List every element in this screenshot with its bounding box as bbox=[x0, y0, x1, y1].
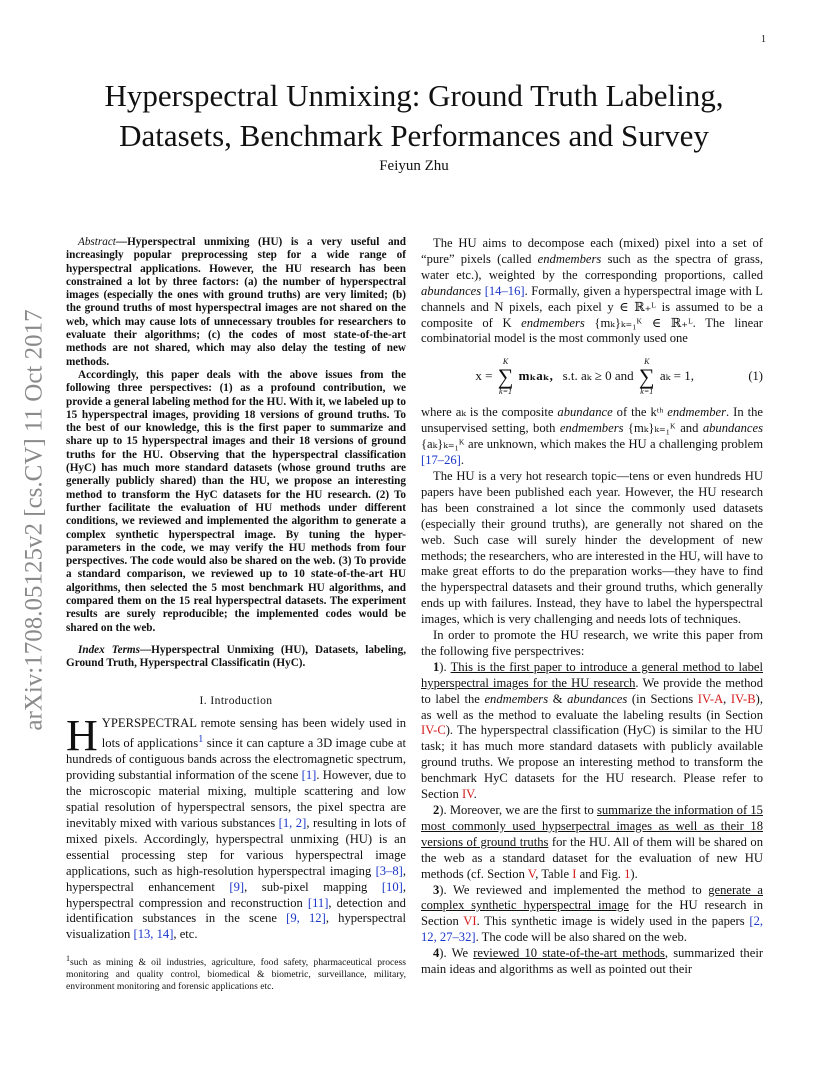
equation-condition: s.t. aₖ ≥ 0 and bbox=[562, 368, 634, 384]
equation-lhs: x = bbox=[475, 368, 493, 384]
text: ). Moreover, we are the first to bbox=[439, 803, 597, 817]
abstract-paragraph-1: —Hyperspectral unmixing (HU) is a very useful and increasingly popular preprocessing step for a wide range of hyperspectral applications. However, the HU research has been constrained a lot by three factors: (a) the number of hyperspectral images (especially the ones with ground truths) are very limited; (b) the ground truths of most hyperspectral images are not shared on the web, which may cause lots of unnecessary troubles for researchers to evaluate their algorithms; (c) the codes of most state-of-the-art methods are not shared, which may also delay the testing of new methods. bbox=[66, 236, 406, 368]
index-terms-label: Index Terms bbox=[78, 643, 140, 656]
contribution-3 bbox=[421, 883, 763, 947]
right-column bbox=[421, 236, 763, 978]
contribution-number: 4 bbox=[433, 946, 440, 961]
text: . bbox=[473, 787, 477, 802]
introduction-paragraph bbox=[66, 711, 407, 943]
intro-text: , etc. bbox=[173, 927, 198, 942]
equation-number: (1) bbox=[748, 369, 763, 384]
text: . bbox=[460, 453, 465, 468]
intro-text: , hyperspectral visualization bbox=[66, 911, 406, 942]
sum-lower: k=1 bbox=[499, 387, 512, 397]
sum-symbol: K ∑ k=1 bbox=[638, 357, 655, 397]
text: for the HU research in Section bbox=[421, 898, 763, 929]
emphasis: abundances bbox=[567, 691, 628, 706]
contribution-number: 2 bbox=[433, 803, 440, 817]
text: , summarized their main ideas and algorithms as well as pointed out their bbox=[421, 946, 764, 977]
intro-text: , hyperspectral compression and reconstruction bbox=[66, 879, 406, 910]
citation-link[interactable]: [10] bbox=[381, 879, 403, 894]
underlined-text: This is the first paper to introduce a general method to label hyperspectral images for the HU research bbox=[421, 659, 764, 690]
footnote-text: such as mining & oil industries, agriculture, food safety, pharmaceutical process monitoring and quality control, biomedical & biometric, surveillance, military, environment monitoring and forensic applications etc. bbox=[66, 957, 406, 993]
underlined-text: generate a complex synthetic hyperspectral image bbox=[421, 882, 763, 913]
emphasis: abundances bbox=[421, 283, 482, 298]
arxiv-stamp-text: arXiv:1708.05125v2 [cs.CV] 11 Oct 2017 bbox=[21, 309, 48, 731]
abstract bbox=[66, 236, 406, 635]
sum-symbol: K ∑ k=1 bbox=[497, 357, 514, 397]
sum-upper: K bbox=[644, 357, 650, 367]
left-column bbox=[66, 236, 406, 993]
figure-link[interactable]: 1 bbox=[624, 866, 631, 881]
title-line-2: Datasets, Benchmark Performances and Survey bbox=[119, 118, 709, 153]
text: {mₖ}ₖ₌₁ᴷ ∈ ℝ₊ᴸ. The linear combinatorial model is the most commonly used one bbox=[421, 315, 764, 346]
contribution-1: 1). This is the first paper to introduce a general method to label hyperspectral images for the HU research. We provide the method to label the endmembers & abundances (in Sections IV-A, IV-B), as well as the method to evaluate the labeling results (in Section IV-C). The hyperspectral classification (HyC) is similar to the HU task; it has much more standard datasets with publicly available ground truths. We propose an interesting method to transform the benchmark HyC datasets for the HU research. Please refer to Section IV. bbox=[421, 659, 764, 802]
text: and Fig. bbox=[576, 866, 625, 881]
text: . In the unsupervised setting, both bbox=[421, 405, 763, 436]
emphasis: endmembers bbox=[537, 251, 602, 266]
text: where aₖ is the composite bbox=[421, 405, 558, 420]
footnote-number: 1 bbox=[66, 954, 70, 964]
text: & bbox=[548, 691, 568, 706]
section-link[interactable]: VI bbox=[463, 914, 477, 929]
intro-text: YPERSPECTRAL remote sensing has been widely used in lots of applications bbox=[101, 716, 406, 751]
text: , Table bbox=[535, 866, 573, 881]
text: The HU aims to decompose each (mixed) pixel into a set of “pure” pixels (called bbox=[421, 236, 763, 266]
citation-link[interactable]: [3–8] bbox=[375, 863, 403, 878]
text: {mₖ}ₖ₌₁ᴷ and bbox=[623, 421, 703, 436]
intro-text: , resulting in lots of mixed pixels. Accordingly, hyperspectral unmixing (HU) is an essential processing step for various hyperspectral image applications, such as high-resolution hyperspectral imaging bbox=[66, 816, 407, 878]
sum-upper: K bbox=[502, 357, 509, 367]
citation-link[interactable]: [1, 2] bbox=[278, 816, 307, 831]
arxiv-stamp bbox=[22, 285, 48, 755]
emphasis: abundance bbox=[557, 405, 613, 420]
emphasis: endmembers bbox=[521, 315, 585, 330]
index-terms bbox=[66, 644, 406, 671]
footnote-marker[interactable]: 1 bbox=[198, 734, 204, 746]
emphasis: endmembers bbox=[559, 421, 624, 436]
text: . Formally, given a hyperspectral image with L channels and N pixels, each pixel y ∈ ℝ₊ᴸ is assumed to be a composite of K bbox=[421, 283, 763, 330]
citation-link[interactable]: [9] bbox=[229, 879, 245, 894]
paragraph-where bbox=[421, 405, 763, 469]
text: ). The hyperspectral classification (HyC) is similar to the HU task; it has much more standard datasets with publicly available ground truths. We propose an interesting method to transform the benchmark HyC datasets for the HU research. Please refer to Section bbox=[421, 723, 763, 802]
text: (in Sections bbox=[627, 691, 698, 706]
emphasis: abundances bbox=[702, 421, 763, 436]
text: {aₖ}ₖ₌₁ᴷ are unknown, which makes the HU a challenging problem bbox=[421, 437, 763, 452]
text: ). bbox=[630, 866, 638, 881]
text: ), as well as the method to evaluate the labeling results (in Section bbox=[421, 691, 763, 722]
equation-1 bbox=[421, 357, 763, 397]
section-link[interactable]: IV-A bbox=[697, 691, 724, 706]
contribution-2 bbox=[421, 803, 763, 883]
equation-term: mₖaₖ, bbox=[518, 368, 553, 384]
index-terms-text: —Hyperspectral Unmixing (HU), Datasets, labeling, Ground Truth, Hyperspectral Classificatin (HyC). bbox=[66, 643, 406, 670]
citation-link[interactable]: [17–26] bbox=[421, 453, 461, 468]
intro-text: since it can capture a 3D image cube at hundreds of contiguous bands across the electromagnetic spectrum, providing substantial information of the scene bbox=[66, 736, 406, 783]
underlined-text: summarize the information of 15 most commonly used hypserpectral images as well as their 18 versions of ground truths bbox=[421, 803, 763, 849]
citation-link[interactable]: [11] bbox=[307, 895, 329, 910]
emphasis: endmembers bbox=[484, 691, 549, 706]
text: , bbox=[723, 691, 731, 706]
section-link[interactable]: IV-C bbox=[421, 723, 446, 738]
paragraph-hot-topic: The HU is a very hot research topic—tens or even hundreds HU papers have been published each year. However, the HU research has been constrained a lot since the commonly used datasets (especially their ground truths), are generally not shared on the web. Such case will surely hinder the development of new methods; the researchers, who are interested in the HU, will have to make great efforts to do the preparation works—they have to find the hyperspectral datasets and their ground truths, which generally ends up with failures. Instead, they have to label the hyperspectral images, which is very challenging and needs lots of techniques. bbox=[421, 468, 763, 627]
text: ). We bbox=[439, 946, 474, 961]
citation-link[interactable]: [9, 12] bbox=[286, 911, 326, 926]
emphasis: endmember bbox=[667, 405, 726, 420]
intro-text: , sub-pixel mapping bbox=[244, 879, 382, 894]
paper-title bbox=[60, 76, 768, 156]
page-number: 1 bbox=[761, 34, 766, 45]
intro-text: , hyperspectral enhancement bbox=[66, 863, 406, 894]
underlined-text: reviewed 10 state-of-the-art methods bbox=[473, 946, 665, 961]
title-line-1: Hyperspectral Unmixing: Ground Truth Labeling, bbox=[104, 78, 724, 113]
section-link[interactable]: IV-B bbox=[730, 691, 756, 706]
section-heading: I. Introduction bbox=[199, 693, 273, 707]
text: . The code will be also shared on the web. bbox=[475, 930, 687, 945]
citation-link[interactable]: [1] bbox=[301, 768, 317, 783]
intro-text: , detection and identification substances in the scene bbox=[66, 895, 406, 926]
contribution-number: 3 bbox=[433, 882, 440, 897]
drop-cap: H bbox=[66, 711, 98, 761]
sum-lower: k=1 bbox=[640, 387, 654, 397]
abstract-label: Abstract bbox=[78, 236, 116, 248]
equation-term: aₖ = 1, bbox=[659, 368, 694, 384]
footnote bbox=[66, 953, 406, 993]
intro-text: . However, due to the microscopic material mixing, multiple scattering and low spatial resolution of hyperspectral sensors, the pixel spectra are inevitably mixed with various substances bbox=[66, 768, 406, 831]
author: Feiyun Zhu bbox=[379, 158, 449, 174]
citation-link[interactable]: [14–16] bbox=[484, 283, 525, 298]
text: . We provide the method to label the bbox=[421, 675, 763, 706]
equation-body bbox=[421, 357, 748, 397]
contribution-4 bbox=[421, 946, 763, 978]
text: such as the spectra of grass, water etc.), weighted by the corresponding proportions, called bbox=[421, 251, 763, 282]
text: of the kᵗʰ bbox=[612, 405, 668, 420]
citation-link[interactable]: [2, 12, 27–32] bbox=[421, 914, 764, 945]
abstract-paragraph-2: Accordingly, this paper deals with the above issues from the following three perspectives: (1) as a profound contribution, we provide a general labeling method for the HU. With it, we labeled up to 15 hyperspectral images, providing 18 versions of ground truths. To the best of our knowledge, this is the first paper to summarize and share up to 15 hyperspectral images and their 18 versions of ground truths for the HU. Observing that the hyperspectral classification (HyC) has much more standard datasets (whose ground truths are generally publicly shared) than the HU, we propose an interesting method to transform the HyC datasets for the HU research. (2) To further facilitate the evaluation of HU methods under different conditions, we reviewed and implemented the algorithm to generate a complex synthetic hyperspectral image. By tuning the hyper-parameters in the code, we may verify the HU methods from four perspectives. The code would also be shared on the web. (3) To provide a standard comparison, we reviewed up to 10 state-of-the-art HU algorithms, then selected the 5 most benchmark HU algorithms, and compared them on the 15 real hyperspectral datasets. The experiment results are surely reproducible; the implemented codes would be shared on the web. bbox=[66, 368, 406, 634]
table-link[interactable]: I bbox=[572, 866, 577, 881]
section-link[interactable]: V bbox=[527, 866, 536, 881]
section-link[interactable]: IV bbox=[461, 787, 474, 802]
paragraph-promote: In order to promote the HU research, we write this paper from the following five perspectrives: bbox=[421, 628, 763, 658]
paragraph-hu-aim bbox=[421, 236, 763, 347]
text: ). We reviewed and implemented the method to bbox=[439, 882, 709, 897]
citation-link[interactable]: [13, 14] bbox=[133, 927, 174, 942]
text: for the HU. All of them will be shared on the web as a standard dataset for the evaluation of new HU methods (cf. Section bbox=[421, 834, 763, 881]
contribution-number: 1 bbox=[433, 659, 440, 674]
text: . This synthetic image is widely used in the papers bbox=[476, 914, 750, 929]
